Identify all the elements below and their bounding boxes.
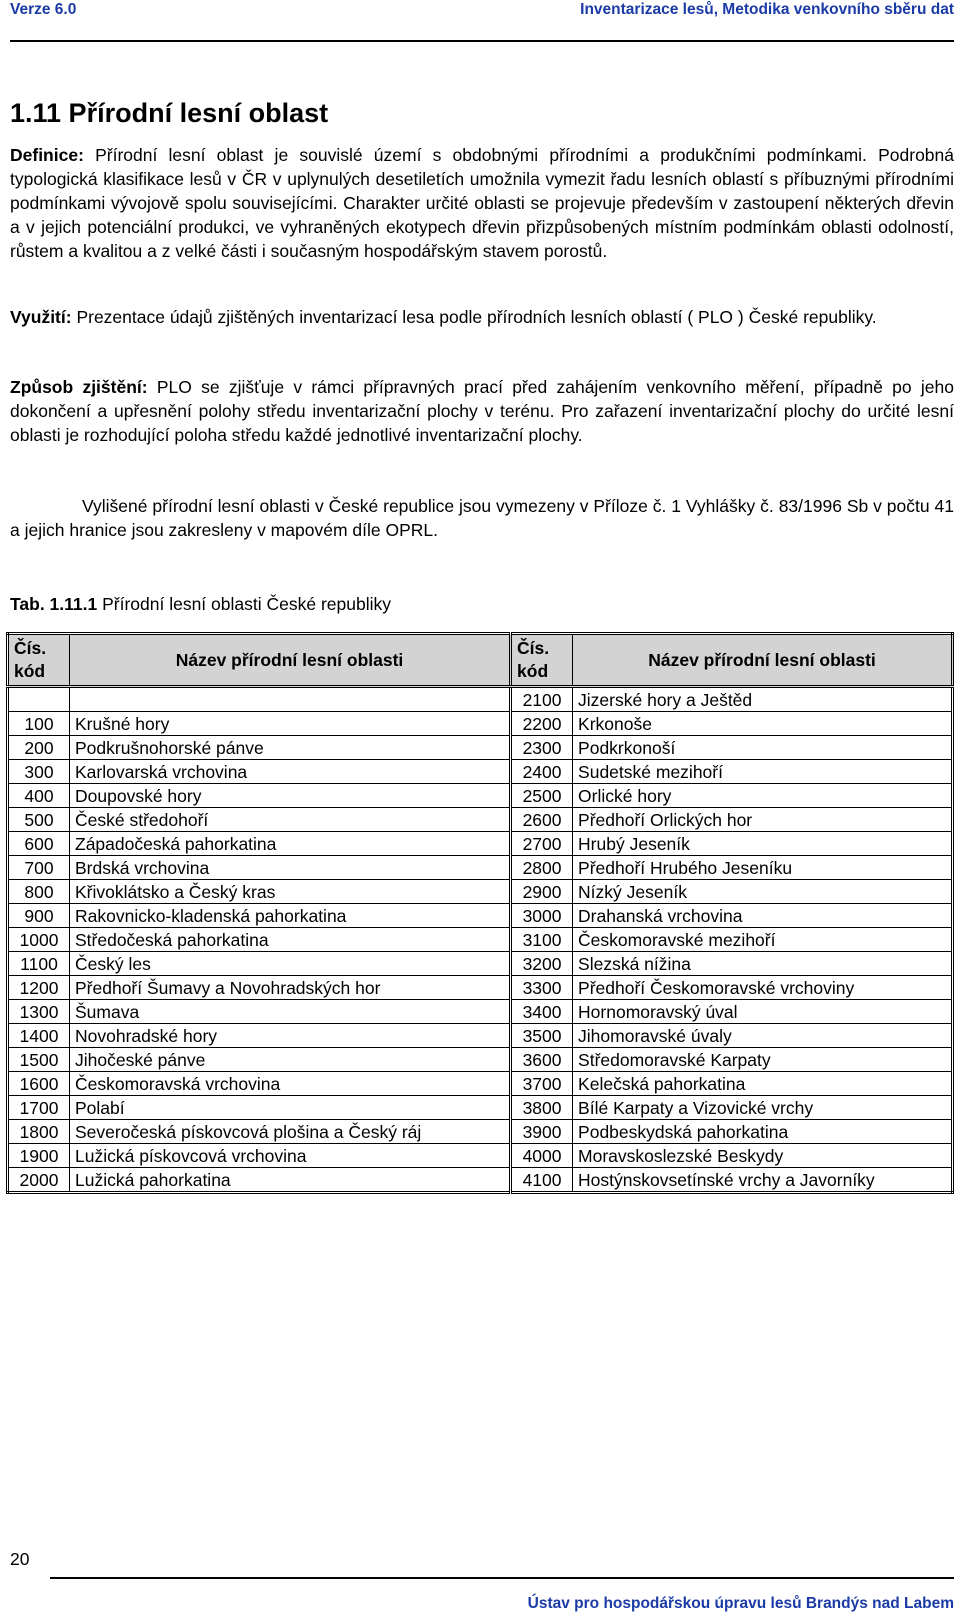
cell-code-left: 1800 [8,1120,70,1144]
cell-name-left: Krušné hory [70,712,511,736]
cell-name-left: Lužická pahorkatina [70,1168,511,1193]
footer-divider [50,1577,954,1579]
cell-code-left: 1100 [8,952,70,976]
cell-name-left: Podkrušnohorské pánve [70,736,511,760]
note-paragraph: Vylišené přírodní lesní oblasti v České republice jsou vymezeny v Příloze č. 1 Vyhlášky č. 83/1996 Sb v počtu 41 a jejich hranice jsou zakresleny v mapovém díle OPRL. [10,496,954,540]
cell-code-right: 3300 [511,976,573,1000]
table-row [8,1072,953,1096]
table-row [8,784,953,808]
table-row [8,1048,953,1072]
page-header [10,0,954,42]
cell-code-left: 500 [8,808,70,832]
table-row [8,904,953,928]
cell-code-right: 3400 [511,1000,573,1024]
cell-code-right: 3800 [511,1096,573,1120]
cell-name-right: Českomoravské mezihoří [573,928,953,952]
definition-text: Přírodní lesní oblast je souvislé území s obdobnými přírodními a produkčními podmínkami. Podrobná typologická klasifikace lesů v ČR v uplynulých desetiletích umožnila vymezit řadu lesních oblastí s příbuznými přírodními podmínkami vývojově spolu souvisejícími. Charakter určité oblasti se projevuje především v zastoupení některých dřevin a v jejich potenciální produkci, ve vyhraněných ekotypech dřevin přizpůsobených místním podmínkám oblasti odolností, růstem a kvalitou a z velké části i současným hospodářským stavem porostů. [10,145,954,261]
cell-code-right: 2800 [511,856,573,880]
cell-name-right: Jizerské hory a Ještěd [573,687,953,712]
table-row [8,1096,953,1120]
cell-name-right: Sudetské mezihoří [573,760,953,784]
cell-name-left: Český les [70,952,511,976]
cell-code-left: 600 [8,832,70,856]
cell-name-left: Severočeská pískovcová plošina a Český ráj [70,1120,511,1144]
cell-name-right: Krkonoše [573,712,953,736]
cell-name-left: Křivoklátsko a Český kras [70,880,511,904]
cell-code-right: 3900 [511,1120,573,1144]
cell-code-left: 1400 [8,1024,70,1048]
cell-code-left: 700 [8,856,70,880]
usage-paragraph [10,305,954,329]
cell-name-right: Podkrkonoší [573,736,953,760]
forest-areas-table [6,632,954,1194]
cell-code-left: 1700 [8,1096,70,1120]
cell-name-right: Orlické hory [573,784,953,808]
cell-name-right: Moravskoslezské Beskydy [573,1144,953,1168]
cell-name-right: Hornomoravský úval [573,1000,953,1024]
cell-name-right: Kelečská pahorkatina [573,1072,953,1096]
cell-name-left: Českomoravská vrchovina [70,1072,511,1096]
cell-name-left: Novohradské hory [70,1024,511,1048]
cell-name-right: Jihomoravské úvaly [573,1024,953,1048]
usage-text: Prezentace údajů zjištěných inventarizací lesa podle přírodních lesních oblastí ( PLO ) České republiky. [71,307,877,327]
table-row [8,832,953,856]
cell-code-left: 900 [8,904,70,928]
header-name-left: Název přírodní lesní oblasti [70,634,511,687]
cell-code-left: 1200 [8,976,70,1000]
header-code-left: Čís. kód [8,634,70,687]
table-header-row [8,634,953,687]
section-title: 1.11 Přírodní lesní oblast [10,98,329,128]
cell-name-left: Karlovarská vrchovina [70,760,511,784]
cell-code-right: 3100 [511,928,573,952]
table-row [8,952,953,976]
page-footer: Ústav pro hospodářskou úpravu lesů Brandýs nad Labem [527,1595,954,1612]
cell-code-right: 2700 [511,832,573,856]
cell-code-left: 200 [8,736,70,760]
cell-name-left: Rakovnicko-kladenská pahorkatina [70,904,511,928]
table-row [8,856,953,880]
table-caption-label: Tab. 1.11.1 [10,594,98,614]
cell-name-right: Nízký Jeseník [573,880,953,904]
cell-code-right: 4100 [511,1168,573,1193]
cell-code-left: 1000 [8,928,70,952]
cell-code-left: 1500 [8,1048,70,1072]
cell-code-right: 3700 [511,1072,573,1096]
header-title: Inventarizace lesů, Metodika venkovního sběru dat [580,1,954,18]
cell-code-left: 1900 [8,1144,70,1168]
table-row [8,687,953,712]
cell-code-right: 2900 [511,880,573,904]
cell-code-right: 2600 [511,808,573,832]
cell-code-right: 2400 [511,760,573,784]
cell-name-left: Šumava [70,1000,511,1024]
cell-code-left: 400 [8,784,70,808]
cell-name-right: Hrubý Jeseník [573,832,953,856]
page-number: 20 [10,1549,30,1569]
table-caption-text: Přírodní lesní oblasti České republiky [97,594,391,614]
definition-paragraph [10,143,954,263]
table-caption [10,594,391,615]
header-code-right: Čís. kód [511,634,573,687]
cell-code-left: 1300 [8,1000,70,1024]
cell-name-left: Středočeská pahorkatina [70,928,511,952]
cell-code-right: 2300 [511,736,573,760]
cell-name-right: Středomoravské Karpaty [573,1048,953,1072]
cell-code-right: 2500 [511,784,573,808]
cell-code-right: 3600 [511,1048,573,1072]
cell-code-right: 2100 [511,687,573,712]
table-row [8,928,953,952]
cell-name-right: Předhoří Orlických hor [573,808,953,832]
cell-code-left: 800 [8,880,70,904]
cell-code-left [8,687,70,712]
cell-name-right: Drahanská vrchovina [573,904,953,928]
cell-code-right: 4000 [511,1144,573,1168]
cell-code-right: 3000 [511,904,573,928]
table-row [8,976,953,1000]
header-version: Verze 6.0 [10,1,77,18]
method-label: Způsob zjištění: [10,377,148,397]
table-row [8,1120,953,1144]
table-row [8,712,953,736]
table-row [8,736,953,760]
cell-code-left: 300 [8,760,70,784]
cell-name-left: Brdská vrchovina [70,856,511,880]
cell-code-right: 3200 [511,952,573,976]
table-row [8,808,953,832]
cell-name-left: Polabí [70,1096,511,1120]
cell-code-right: 3500 [511,1024,573,1048]
cell-name-left: Lužická pískovcová vrchovina [70,1144,511,1168]
cell-name-left: Západočeská pahorkatina [70,832,511,856]
method-text: PLO se zjišťuje v rámci přípravných prací před zahájením venkovního měření, případně po jeho dokončení a upřesnění polohy středu inventarizační plochy v terénu. Pro zařazení inventarizační plochy do určité lesní oblasti je rozhodující poloha středu každé jednotlivé inventarizační plochy. [10,377,954,445]
cell-name-left: Doupovské hory [70,784,511,808]
table-row [8,760,953,784]
cell-name-right: Podbeskydská pahorkatina [573,1120,953,1144]
cell-name-right: Předhoří Českomoravské vrchoviny [573,976,953,1000]
header-name-right: Název přírodní lesní oblasti [573,634,953,687]
cell-code-left: 100 [8,712,70,736]
cell-name-left: České středohoří [70,808,511,832]
cell-name-right: Předhoří Hrubého Jeseníku [573,856,953,880]
cell-code-right: 2200 [511,712,573,736]
table-row [8,880,953,904]
cell-name-left: Jihočeské pánve [70,1048,511,1072]
usage-label: Využití: [10,307,72,327]
cell-name-right: Hostýnskovsetínské vrchy a Javorníky [573,1168,953,1193]
cell-name-left [70,687,511,712]
table-row [8,1024,953,1048]
table-row [8,1000,953,1024]
table-row [8,1168,953,1193]
cell-code-left: 1600 [8,1072,70,1096]
cell-name-left: Předhoří Šumavy a Novohradských hor [70,976,511,1000]
table-body [8,687,953,1193]
definition-label: Definice: [10,145,84,165]
cell-code-left: 2000 [8,1168,70,1193]
table-row [8,1144,953,1168]
cell-name-right: Slezská nížina [573,952,953,976]
cell-name-right: Bílé Karpaty a Vizovické vrchy [573,1096,953,1120]
method-paragraph [10,375,954,447]
